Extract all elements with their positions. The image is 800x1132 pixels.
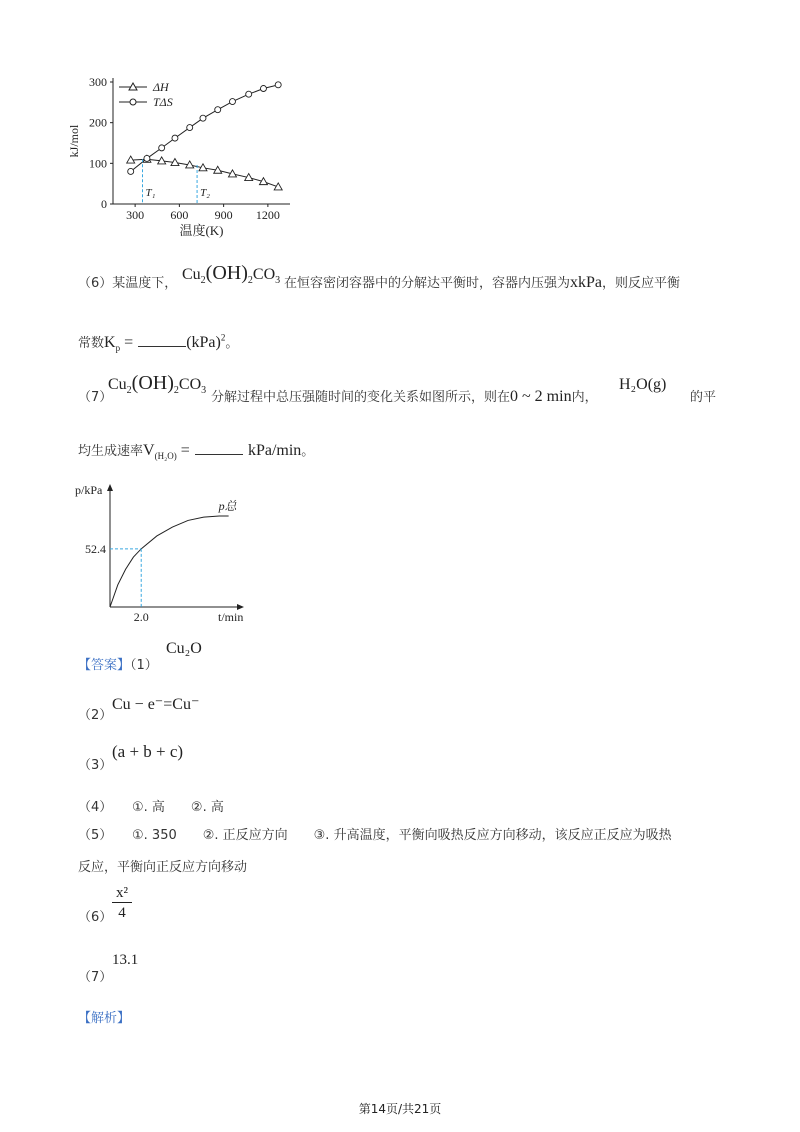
time-range: 0 ~ 2 min xyxy=(510,388,572,405)
x-tick-label: 1200 xyxy=(255,208,280,222)
series-line-delta-h xyxy=(131,159,279,187)
x-tick-label: 300 xyxy=(126,208,145,222)
water-formula: H₂O(g) xyxy=(619,376,667,393)
analysis-label: 【解析】 xyxy=(78,1011,131,1026)
rate-unit: kPa/min xyxy=(247,442,302,459)
temperature-marker-label: T₁ xyxy=(145,187,156,199)
kp-unit: (kPa)$^2$ xyxy=(186,332,226,351)
answer-3: (a + b + c) xyxy=(112,742,184,761)
question-7-text: 分解过程中总压强随时间的变化关系如图所示，则在 xyxy=(211,390,511,405)
x-tick-label: 600 xyxy=(170,208,189,222)
question-6-line2: 常数 xyxy=(78,336,105,351)
y-tick-label: 200 xyxy=(89,115,107,130)
y-axis-arrow xyxy=(107,484,113,491)
y-tick-label: 100 xyxy=(89,156,107,171)
t-delta-s-point xyxy=(275,82,281,88)
question-7-line2: 均生成速率 xyxy=(78,444,144,459)
x-tick-label: 2.0 xyxy=(133,610,149,624)
t-delta-s-point xyxy=(187,125,193,131)
t-delta-s-point xyxy=(260,86,266,92)
basic-copper-carbonate-formula: $Cu_2(OH)_2CO_3$ xyxy=(182,262,281,287)
y-axis-label: kJ/mol xyxy=(67,124,81,158)
temperature-marker-label: T₂ xyxy=(200,187,211,199)
x-axis-label: t/min xyxy=(218,610,244,624)
t-delta-s-point xyxy=(159,145,165,151)
question-7-text-2: 内， xyxy=(571,390,598,405)
t-delta-s-point xyxy=(144,155,150,161)
t-delta-s-point xyxy=(172,135,178,141)
t-delta-s-point xyxy=(246,91,252,97)
answer-blank-7[interactable] xyxy=(195,454,243,455)
question-6-number: （6） xyxy=(78,276,113,291)
enthalpy-entropy-chart xyxy=(60,70,310,245)
t-delta-s-point xyxy=(128,168,134,174)
page-footer: 第14页/共21页 xyxy=(358,1102,442,1116)
question-7-text-3: 的平 xyxy=(690,390,717,405)
kp-symbol: $K_p$ = xyxy=(104,334,134,354)
answer-label: 【答案】 xyxy=(78,658,131,673)
legend-label: ΔH xyxy=(153,80,169,94)
question-6-text: 某温度下， xyxy=(112,276,178,291)
x-tick-label: 900 xyxy=(214,208,233,222)
legend-label: TΔS xyxy=(153,95,173,109)
t-delta-s-point xyxy=(215,107,221,113)
answer-1: Cu₂O xyxy=(166,640,202,657)
answer-section: 【答案】（1） Cu₂O （2） Cu − e⁻=Cu⁻ （3） (a + b + c) （4） ①. 高 ②. 高 （5） ①. 350 ②. 正反应方向 ③. 升高温度，平衡向吸热反应方向移动，该反应正反应为吸热 反应，平衡向正反应方向移动 （6） x² 4 xyxy=(78,640,672,925)
question-6: （6）某温度下， $Cu_2(OH)_2CO_3$ 在恒容密闭容器中的分解达平衡时，容器内压强为xkPa，则反应平衡 常数$K_p = (kPa)^2$。 xyxy=(78,262,681,354)
question-7: （7） $Cu_2(OH)_2CO_3$ 分解过程中总压强随时间的变化关系如图所示，则在0 ~ 2 min内， H₂O(g) 的平 均生成速率$V_{(H_2O)} = kPa/\min$。 xyxy=(78,372,717,462)
y-tick-label: 52.4 xyxy=(85,541,106,556)
t-delta-s-point xyxy=(200,115,206,121)
rate-symbol: $V_{(H_2O)}$ = xyxy=(143,442,190,462)
chart-legend xyxy=(119,80,173,109)
basic-copper-carbonate-formula-2: $Cu_2(OH)_2CO_3$ xyxy=(108,372,207,397)
y-tick-label: 0 xyxy=(101,197,107,211)
answer-5-continued: 反应，平衡向正反应方向移动 xyxy=(78,860,248,875)
y-tick-label: 300 xyxy=(89,75,107,89)
answer-2: Cu − e⁻=Cu⁻ xyxy=(112,696,200,713)
series-label: p总 xyxy=(218,498,237,513)
question-6-text-3: ，则反应平衡 xyxy=(602,276,681,291)
x-axis-label: 温度(K) xyxy=(179,223,224,238)
t-delta-s-point xyxy=(229,99,235,105)
answer-5: ①. 350 ②. 正反应方向 ③. 升高温度，平衡向吸热反应方向移动，该反应正反应为吸热 xyxy=(132,828,672,843)
answer-6-fraction: x² 4 xyxy=(112,884,132,923)
y-axis-label: p/kPa xyxy=(75,483,103,497)
question-7-number: （7） xyxy=(78,390,113,405)
answer-7: 13.1 xyxy=(112,952,139,968)
answer-4: ①. 高 ②. 高 xyxy=(132,800,224,815)
pressure-value: xkPa xyxy=(570,274,603,291)
pressure-time-chart xyxy=(70,482,260,627)
total-pressure-curve xyxy=(110,516,229,607)
question-6-text-2: 在恒容密闭容器中的分解达平衡时，容器内压强为 xyxy=(284,276,571,291)
legend-circle-marker xyxy=(130,99,136,105)
answer-blank-6[interactable] xyxy=(138,346,186,347)
